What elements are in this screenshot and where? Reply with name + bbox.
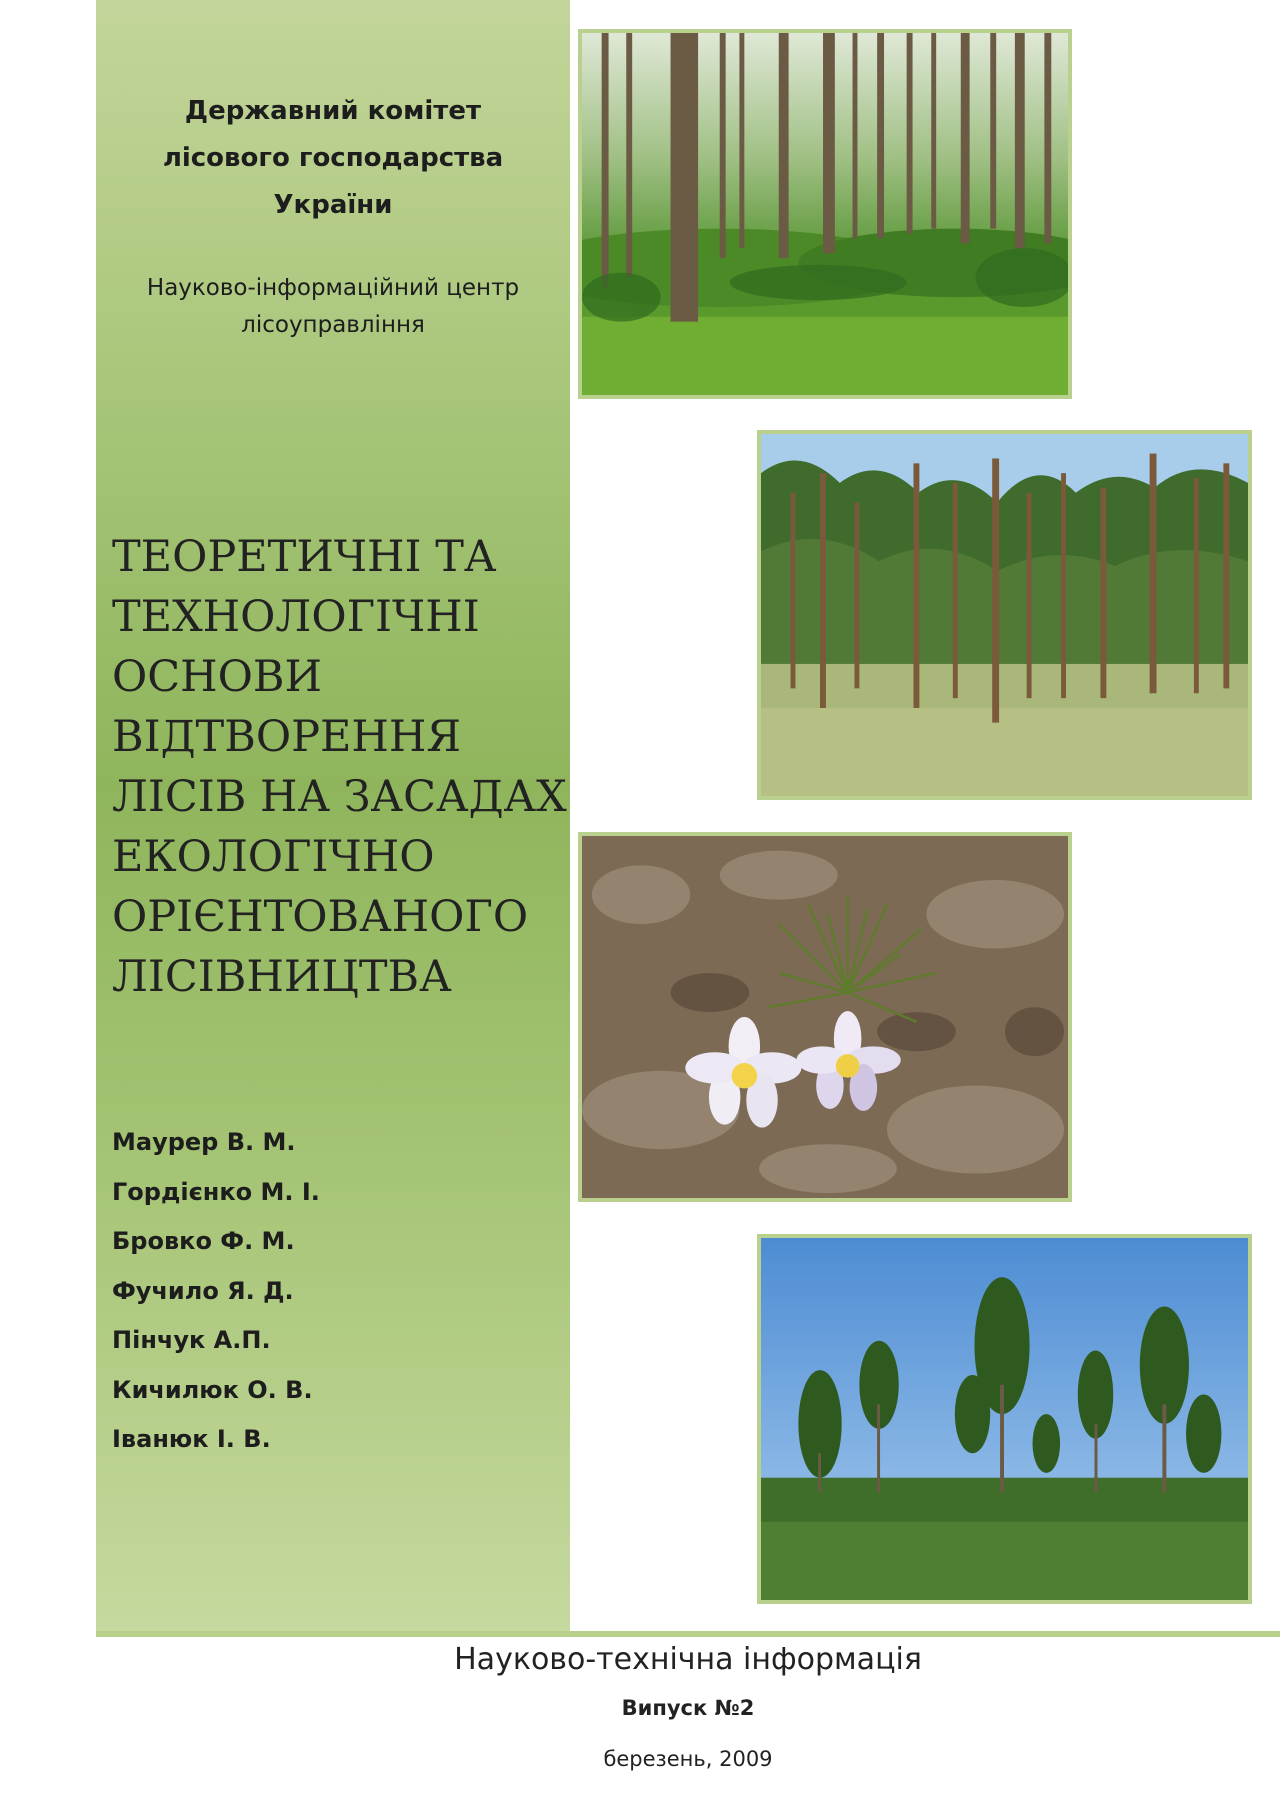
title-line: ОРІЄНТОВАНОГО [112,892,529,942]
title-line: ТЕХНОЛОГІЧНІ [112,592,480,642]
author-name: Бровко Ф. М. [112,1227,295,1255]
author-name: Кичилюк О. В. [112,1375,313,1404]
series-name: Науково-технічна інформація [454,1642,922,1677]
organization-line: Державний комітет [184,96,482,126]
bottom-divider [96,1631,1280,1637]
author-name: Гордієнко М. І. [112,1177,320,1206]
organization-name [96,88,570,229]
document-title [112,527,567,1007]
title-line: ВІДТВОРЕННЯ [112,712,462,762]
title-line: ЕКОЛОГІЧНО [112,832,435,882]
center-line: Науково-інформаційний центр [146,275,520,301]
publication-date: березень, 2009 [603,1747,773,1771]
center-line: лісоуправління [241,312,425,338]
author-name: Іванюк І. В. [112,1425,271,1453]
title-line: ТЕОРЕТИЧНІ ТА [112,532,497,582]
author-name: Маурер В. М. [112,1128,296,1156]
title-line: ОСНОВИ [112,652,323,702]
organization-line: лісового господарства [162,143,504,173]
organization-line: України [273,190,393,220]
spruce-forest-photo [578,29,1072,399]
issue-number: Випуск №2 [621,1696,755,1720]
title-line: ЛІСІВ НА ЗАСАДАХ [112,772,567,822]
young-pines-photo [757,1234,1252,1604]
authors-list [112,1118,532,1465]
center-name [96,270,570,344]
pasque-flower-photo [578,832,1072,1202]
title-line: ЛІСІВНИЦТВА [112,952,452,1002]
pine-forest-photo [757,430,1252,800]
author-name: Фучило Я. Д. [112,1276,294,1305]
author-name: Пінчук А.П. [112,1326,271,1354]
